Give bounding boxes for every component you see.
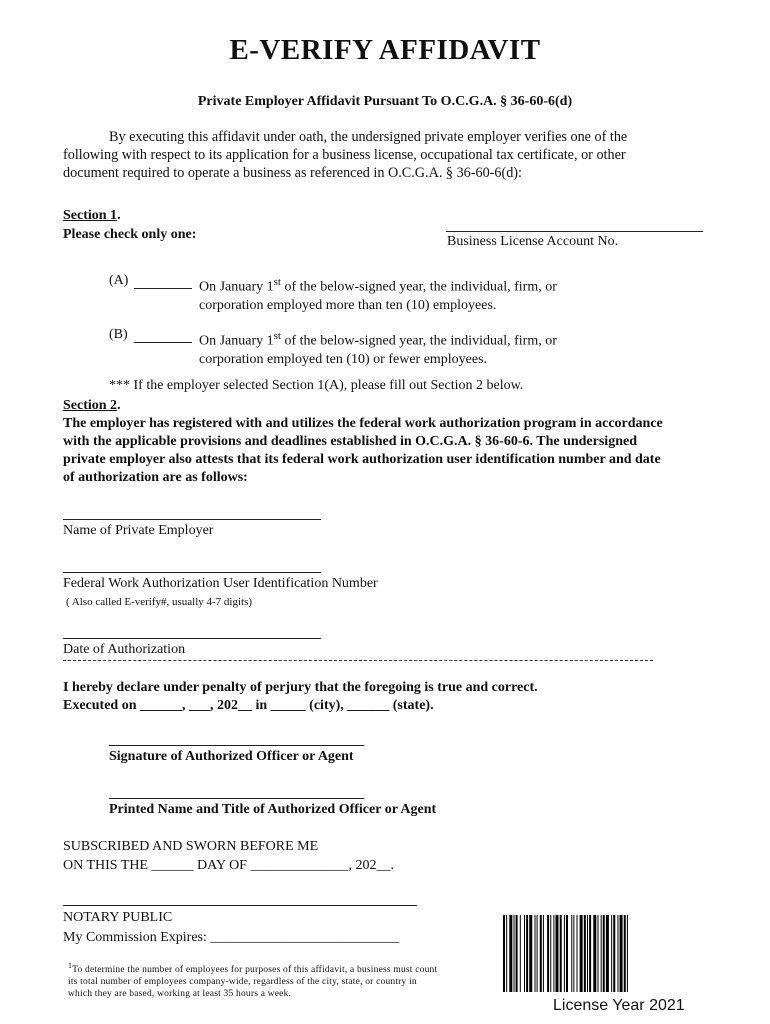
footnote — [68, 960, 438, 1000]
separator-dashes — [63, 660, 653, 661]
barcode-bar — [613, 915, 615, 992]
option-a-letter: (A) — [109, 273, 129, 288]
barcode-bar — [584, 915, 586, 992]
barcode-bar — [556, 915, 559, 992]
footnote-mark: 1 — [68, 961, 73, 970]
barcode-bar — [593, 915, 596, 992]
section2-heading: Section 2 — [63, 398, 118, 413]
license-year: License Year 2021 — [553, 997, 685, 1014]
barcode-bar — [571, 915, 572, 992]
barcode-bar — [598, 915, 599, 992]
barcode-bar — [587, 915, 588, 992]
sworn-line2: ON THIS THE ______ DAY OF ______________, 202__. — [63, 858, 394, 873]
signature-label: Signature of Authorized Officer or Agent — [109, 749, 354, 764]
option-b-letter: (B) — [109, 327, 128, 342]
barcode-bar — [516, 915, 518, 992]
sworn-block — [63, 837, 394, 875]
declaration-line1: I hereby declare under penalty of perjury that the foregoing is true and correct. — [63, 680, 538, 695]
barcode-bar — [573, 915, 574, 992]
intro-paragraph: By executing this affidavit under oath, the undersigned private employer verifies one of the following with respect to its application for a business license, occupational tax certificate, or other document required to operate a business as referenced in O.C.G.A. § 36-60-6(d): — [63, 129, 628, 181]
barcode-bar — [589, 915, 591, 992]
barcode-bar — [543, 915, 544, 992]
barcode-bar — [509, 915, 512, 992]
barcode-bar — [537, 915, 538, 992]
option-a-text: On January 1st of the below-signed year, the individual, firm, or corporation employed more than ten (10) employees. — [199, 276, 557, 313]
option-a-checkbox-line[interactable] — [134, 288, 192, 289]
barcode-bar — [603, 915, 605, 992]
barcode-bar — [503, 915, 505, 992]
barcode — [503, 915, 735, 992]
barcode-bar — [564, 915, 565, 992]
option-b-text: On January 1st of the below-signed year, the individual, firm, or corporation employed ten (10) or fewer employees. — [199, 330, 557, 367]
authorization-date-line[interactable] — [63, 638, 321, 639]
barcode-bar — [620, 915, 623, 992]
barcode-bar — [514, 915, 515, 992]
section2-block: Section 2. The employer has registered with and utilizes the federal work authorization program in accordance with the applicable provisions and deadlines established in O.C.G.A. § 36-60-6. The undersigned private employer also attests that its federal work authorization user identification number and date of authorization are as follows: — [63, 398, 663, 485]
barcode-bar — [577, 915, 578, 992]
document-subtitle: Private Employer Affidavit Pursuant To O.C.G.A. § 36-60-6(d) — [197, 94, 573, 109]
barcode-bar — [526, 915, 528, 992]
printed-name-line[interactable] — [109, 798, 364, 799]
notary-signature-line[interactable] — [63, 905, 417, 906]
employer-name-label: Name of Private Employer — [63, 523, 214, 538]
signature-line[interactable] — [109, 745, 364, 746]
barcode-bar — [529, 915, 532, 992]
notary-title: NOTARY PUBLIC — [63, 910, 173, 925]
barcode-bar — [535, 915, 536, 992]
account-number-label: Business License Account No. — [447, 234, 619, 249]
section1-instruction: Please check only one: — [63, 227, 197, 242]
barcode-bar — [560, 915, 562, 992]
barcode-bar — [550, 915, 551, 992]
barcode-bar — [624, 915, 626, 992]
barcode-bar — [566, 915, 568, 992]
section1-block: Section 1. Please check only one: — [63, 208, 197, 242]
declaration-block — [63, 679, 538, 715]
authorization-date-label: Date of Authorization — [63, 642, 186, 657]
sworn-line1: SUBSCRIBED AND SWORN BEFORE ME — [63, 839, 319, 854]
user-id-note: ( Also called E-verify#, usually 4-7 digits) — [66, 596, 253, 608]
barcode-bar — [580, 915, 583, 992]
barcode-bar — [547, 915, 549, 992]
barcode-bar — [520, 915, 521, 992]
section1-heading: Section 1 — [63, 208, 118, 223]
document-title: E-VERIFY AFFIDAVIT — [229, 34, 541, 66]
barcode-bar — [627, 915, 628, 992]
barcode-bar — [553, 915, 554, 992]
barcode-bar — [506, 915, 507, 992]
notary-commission: My Commission Expires: ___________________________ — [63, 930, 400, 945]
footnote-text: To determine the number of employees for purposes of this affidavit, a business must count its total number of employees company-wide, regardless of the city, state, or country in which they are based, working at least 35 hours a week. — [68, 965, 438, 1000]
barcode-bar — [606, 915, 609, 992]
user-id-label: Federal Work Authorization User Identification Number — [63, 576, 378, 591]
declaration-line2: Executed on ______, ___, 202__ in _____ (city), ______ (state). — [63, 698, 434, 713]
barcode-bar — [540, 915, 542, 992]
section1a-note: *** If the employer selected Section 1(A), please fill out Section 2 below. — [109, 378, 524, 393]
printed-name-label: Printed Name and Title of Authorized Officer or Agent — [109, 802, 437, 817]
barcode-bar — [601, 915, 602, 992]
barcode-bar — [524, 915, 525, 992]
option-b-checkbox-line[interactable] — [134, 342, 192, 343]
employer-name-line[interactable] — [63, 519, 321, 520]
user-id-line[interactable] — [63, 572, 321, 573]
barcode-bar — [611, 915, 612, 992]
notary-block — [63, 908, 399, 948]
barcode-bar — [617, 915, 618, 992]
section2-text: The employer has registered with and utilizes the federal work authorization program in accordance with the applicable provisions and deadlines established in O.C.G.A. § 36-60-6. The undersigned private employer also attests that its federal work authorization user identification number and date of authorization are as follows: — [63, 416, 663, 485]
account-number-line[interactable] — [446, 231, 703, 232]
